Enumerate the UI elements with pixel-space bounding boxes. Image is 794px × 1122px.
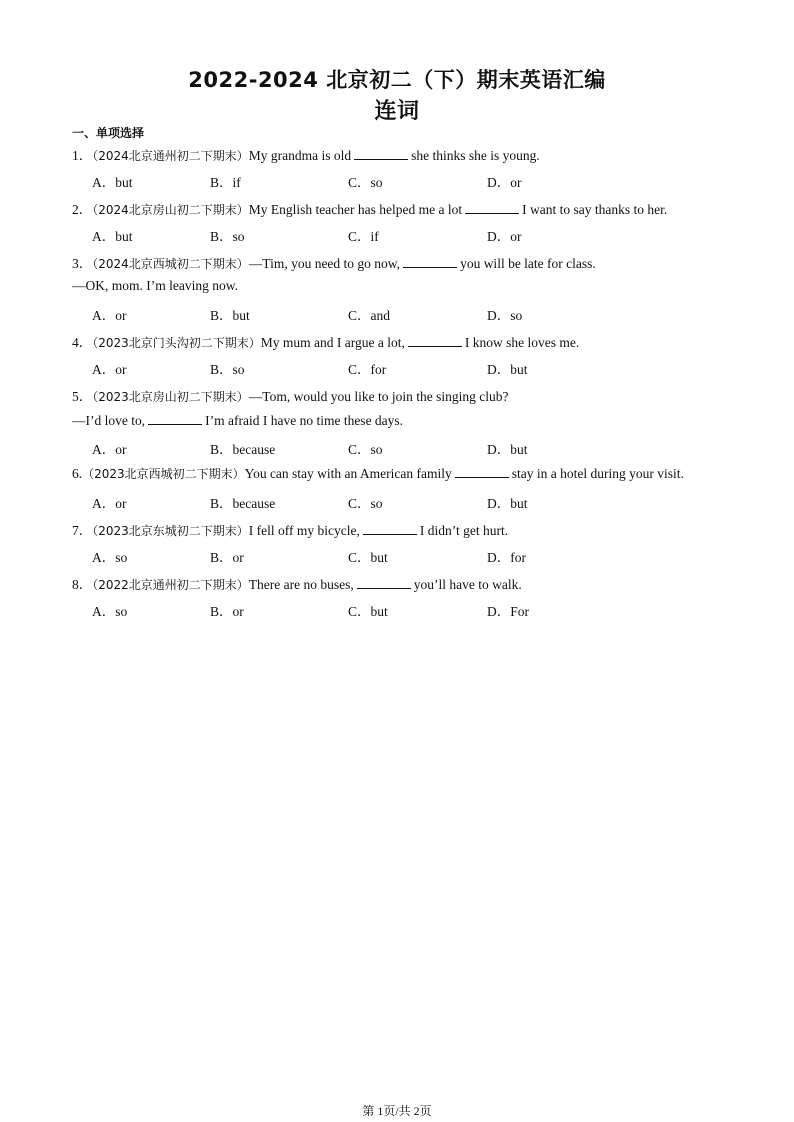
option-c[interactable]: C．but [348,550,388,565]
question-3 [72,252,596,272]
question-7-options [92,546,652,564]
question-source: （2023北京房山初二下期末） [92,390,249,404]
document-title: 2022-2024 北京初二（下）期末英语汇编 [188,68,606,92]
question-7 [72,519,508,539]
question-text: —OK, mom. I’m leaving now. [72,278,238,293]
question-text: My mum and I argue a lot, [260,335,405,350]
option-c[interactable]: C．so [348,175,383,190]
question-source: （2023北京门头沟初二下期末） [92,336,261,350]
option-c[interactable]: C．but [348,604,388,619]
option-b[interactable]: B．but [210,308,250,323]
question-4 [72,331,579,351]
option-b[interactable]: B．so [210,229,245,244]
option-d[interactable]: D．so [487,308,523,323]
question-1-options [92,171,652,189]
answer-blank [354,147,408,160]
question-5-reply [72,412,403,429]
question-text: My grandma is old [248,148,352,163]
option-d[interactable]: D．but [487,442,528,457]
option-d[interactable]: D．for [487,550,526,565]
question-text: I want to say thanks to her. [522,202,668,217]
answer-blank [363,522,417,535]
option-a[interactable]: A．so [92,604,128,619]
question-text: you will be late for class. [460,256,596,271]
option-b[interactable]: B．if [210,175,241,190]
question-source: （2024北京西城初二下期末） [92,257,249,271]
option-d[interactable]: D．For [487,604,530,619]
answer-blank [455,465,509,478]
page-footer: 第 1页/共 2页 [362,1104,432,1118]
question-text: I didn’t get hurt. [419,523,509,538]
question-number: 8． [72,577,93,592]
question-text: —I’d love to, [72,413,146,428]
question-source: （2024北京通州初二下期末） [92,149,249,163]
option-c[interactable]: C．and [348,308,390,323]
option-b[interactable]: B．or [210,550,244,565]
question-number: 6. [72,466,83,481]
question-number: 5． [72,389,93,404]
question-text: —Tim, you need to go now, [248,256,401,271]
question-text: My English teacher has helped me a lot [248,202,463,217]
option-a[interactable]: A．so [92,550,128,565]
question-2 [72,198,667,218]
answer-blank [403,255,457,268]
question-8-options [92,600,652,618]
question-number: 7． [72,523,93,538]
question-number: 4． [72,335,93,350]
question-text: I fell off my bicycle, [248,523,360,538]
question-number: 2． [72,202,93,217]
option-b[interactable]: B．so [210,362,245,377]
option-d[interactable]: D．or [487,229,522,244]
question-source: （2023北京东城初二下期末） [92,524,249,538]
question-text: she thinks she is young. [411,148,540,163]
option-d[interactable]: D．or [487,175,522,190]
question-text: —Tom, would you like to join the singing club? [248,389,509,404]
question-text: You can stay with an American family [244,466,452,481]
question-8 [72,573,522,593]
option-a[interactable]: A．but [92,175,133,190]
option-b[interactable]: B．because [210,496,276,511]
option-b[interactable]: B．because [210,442,276,457]
option-c[interactable]: C．if [348,229,379,244]
option-a[interactable]: A．but [92,229,133,244]
question-4-options [92,358,652,376]
answer-blank [357,576,411,589]
question-6-options [92,492,652,510]
document-subtitle: 连词 [374,99,420,124]
question-source: （2023北京西城初二下期末） [82,467,245,481]
question-text: you’ll have to walk. [413,577,522,592]
question-3-reply [72,278,238,294]
option-d[interactable]: D．but [487,496,528,511]
question-source: （2024北京房山初二下期末） [92,203,249,217]
question-2-options [92,225,652,243]
answer-blank [465,201,519,214]
option-a[interactable]: A．or [92,496,127,511]
option-a[interactable]: A．or [92,308,127,323]
option-d[interactable]: D．but [487,362,528,377]
question-number: 3． [72,256,93,271]
question-5 [72,385,508,405]
answer-blank [148,412,202,425]
question-text: I’m afraid I have no time these days. [205,413,404,428]
option-b[interactable]: B．or [210,604,244,619]
option-a[interactable]: A．or [92,442,127,457]
option-c[interactable]: C．so [348,442,383,457]
section-heading: 一、单项选择 [72,126,145,140]
question-text: stay in a hotel during your visit. [511,466,684,481]
option-c[interactable]: C．so [348,496,383,511]
question-source: （2022北京通州初二下期末） [92,578,249,592]
question-1 [72,144,540,164]
answer-blank [408,334,462,347]
question-3-options [92,304,652,322]
question-5-options [92,438,652,456]
question-number: 1． [72,148,93,163]
option-a[interactable]: A．or [92,362,127,377]
question-text: There are no buses, [248,577,354,592]
option-c[interactable]: C．for [348,362,387,377]
question-6 [72,465,684,482]
question-text: I know she loves me. [464,335,580,350]
